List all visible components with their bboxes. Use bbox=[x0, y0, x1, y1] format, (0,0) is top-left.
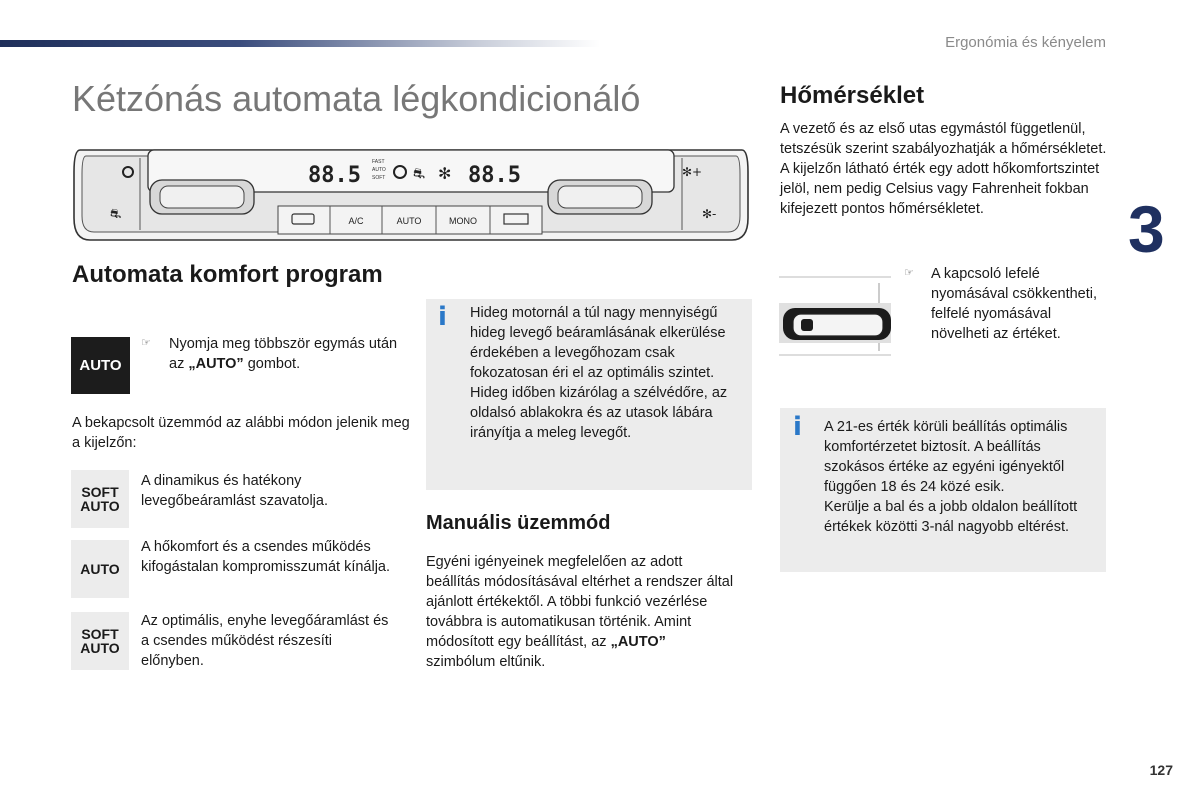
pointing-hand-icon: ☞ bbox=[904, 267, 914, 279]
manual-mode-heading: Manuális üzemmód bbox=[426, 512, 611, 534]
switch-instruction: A kapcsoló lefelé nyomásával csökkentheti, felfelé nyomásával növelheti az értéket. bbox=[931, 266, 1098, 342]
fan-plus-icon: ✻+ bbox=[682, 165, 703, 179]
soft-auto-badge: SOFT AUTO bbox=[71, 612, 129, 670]
mode-soft: SOFT bbox=[372, 175, 386, 181]
chapter-number: 3 bbox=[1128, 192, 1165, 266]
fan-minus-icon: ✻- bbox=[702, 207, 717, 221]
temperature-text: A vezető és az első utas egymástól függetlenül, tetszésük szerint szabályozhatják a hőmérsékletet. A kijelzőn látható érték egy adott hőkomfortszintet jelöl, nem pedig Celsius vagy Fahrenheit fokban kifejezett pontos hőmérsékletet. bbox=[780, 121, 1107, 217]
climate-control-panel-illustration bbox=[70, 142, 752, 246]
seat-airflow-icon: ⛐ bbox=[413, 166, 426, 182]
info-cold-text: Hideg motornál a túl nagy mennyiségű hideg levegő beáramlásának elkerülése érdekében a levegőhozam csak fokozatosan éri el az optimális szintet. Hideg időben kizárólag a szélvédőre, az oldalsó ablakokra és az utasok lábára irányítja a meleg levegőt. bbox=[470, 305, 728, 441]
top-accent-bar bbox=[0, 40, 600, 47]
section-title: Ergonómia és kényelem bbox=[945, 34, 1106, 51]
auto-button-badge: AUTO bbox=[71, 337, 130, 394]
auto-instruction: Nyomja meg többször egymás után az „AUTO” gombot. bbox=[169, 336, 398, 372]
info-temperature-text: A 21-es érték körüli beállítás optimális komfortérzetet biztosít. A beállítás szokásos értéke az egyéni igényektől függően 18 és 24 közé esik. Kerülje a bal és a jobb oldalon beállított értékek közötti 3-nál nagyobb eltérést. bbox=[824, 419, 1078, 535]
mode-description: Az optimális, enyhe levegőáramlást és a csendes működést részesíti előnyben. bbox=[141, 613, 389, 669]
auto-program-heading: Automata komfort program bbox=[72, 261, 383, 288]
page-title: Kétzónás automata légkondicionáló bbox=[72, 78, 641, 119]
temperature-switch-illustration bbox=[779, 275, 895, 357]
mode-fast: FAST bbox=[372, 159, 385, 165]
info-icon: i bbox=[438, 302, 447, 332]
auto-button-label: AUTO bbox=[396, 216, 422, 226]
info-icon: i bbox=[793, 412, 802, 442]
page-number: 127 bbox=[1149, 762, 1173, 778]
soft-auto-badge: SOFT AUTO bbox=[71, 470, 129, 528]
mono-button-label: MONO bbox=[449, 216, 477, 226]
pointing-hand-icon: ☞ bbox=[141, 337, 151, 349]
temperature-heading: Hőmérséklet bbox=[780, 82, 925, 109]
mode-description: A hőkomfort és a csendes működés kifogástalan kompromisszumát kínálja. bbox=[141, 539, 391, 575]
fan-icon: ✻ bbox=[438, 164, 452, 183]
mode-description: A dinamikus és hatékony levegőbeáramlást szavatolja. bbox=[141, 473, 328, 509]
ac-button-label: A/C bbox=[348, 216, 364, 226]
manual-mode-text: Egyéni igényeinek megfelelően az adott beállítás módosításával eltérhet a rendszer által ajánlott értékektől. A többi funkció vezérlése továbbra is automatikusan történik. Amint módosított egy beállítást, az „AUTO” szimbólum eltűnik. bbox=[426, 554, 734, 670]
airflow-distribution-icon: ⛐ bbox=[110, 207, 122, 222]
auto-badge: AUTO bbox=[71, 540, 129, 598]
right-temp-readout: 88.5 bbox=[468, 163, 521, 188]
display-intro: A bekapcsolt üzemmód az alábbi módon jelenik meg a kijelzőn: bbox=[72, 415, 410, 451]
left-temp-readout: 88.5 bbox=[308, 163, 361, 188]
mode-auto: AUTO bbox=[372, 167, 386, 173]
